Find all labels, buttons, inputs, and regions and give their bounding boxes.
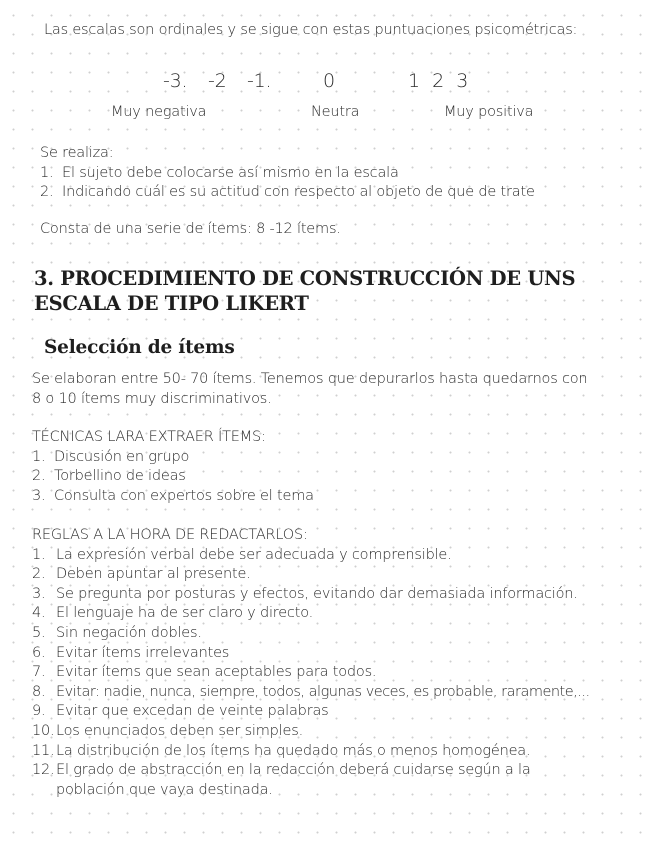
tecnicas-block	[32, 428, 314, 506]
scale-label-neutral: Neutra	[311, 104, 360, 120]
scale-value-zero: 0	[323, 70, 335, 92]
list-item: 2. Deben apuntar al presente.	[32, 566, 251, 583]
reglas-title: REGLAS A LA HORA DE REDACTARLOS:	[32, 527, 308, 543]
section-heading: 3. PROCEDIMIENTO DE CONSTRUCCIÓN DE UNS ESCALA DE TIPO LIKERT	[34, 267, 576, 315]
list-item: 10. Los enunciados deben ser simples.	[32, 722, 303, 739]
list-item: 6. Evitar ítems irrelevantes	[32, 644, 230, 661]
list-item: 9. Evitar que excedan de veinte palabras	[32, 703, 329, 720]
seleccion-line-2: 8 o 10 ítems muy discriminativos.	[32, 390, 272, 407]
tecnicas-title: TÉCNICAS LARA EXTRAER ÍTEMS:	[32, 429, 266, 445]
list-item: 1. Discusión en grupo	[32, 448, 190, 465]
list-item: 3. Consulta con expertos sobre el tema	[32, 487, 314, 504]
list-item: 8. Evitar: nadie, nunca, siempre, todos, algunas veces, es probable, raramente,...	[32, 683, 590, 700]
section-subheading: Selección de ítems	[44, 337, 235, 358]
list-item: 1. El sujeto debe colocarse así mismo en la escala	[40, 164, 399, 181]
scale-value-positive: 1 2 3	[408, 70, 472, 92]
list-item: 2. Indicando cuál es su actitud con respecto al objeto de que de trate	[40, 184, 535, 201]
scale-label-positive: Muy positiva	[444, 104, 534, 120]
scale-label-negative: Muy negativa	[111, 104, 207, 120]
list-item: 11. La distribución de los ítems ha quedado más o menos homogénea.	[32, 742, 531, 759]
list-item: 4. El lenguaje ha de ser claro y directo.	[32, 605, 314, 622]
list-item: 12. El grado de abstracción en la redacción deberá cuidarse según a la	[32, 762, 531, 779]
reglas-block	[32, 526, 590, 800]
seleccion-paragraph	[32, 370, 587, 409]
list-item: 2. Torbellino de ideas	[32, 468, 186, 485]
scale-value-neg1: -1.	[247, 70, 272, 92]
seleccion-line-1: Se elaboran entre 50- 70 ítems. Tenemos que depurarlos hasta quedarnos con	[32, 371, 588, 387]
list-item: 1. La expresión verbal debe ser adecuada y comprensible.	[32, 546, 452, 563]
list-item: 5. Sin negación dobles.	[32, 624, 202, 641]
scale-value-neg3: -3.	[163, 70, 188, 92]
list-item-continuation: población que vaya destinada.	[56, 781, 273, 798]
list-item: 7. Evitar ítems que sean aceptables para todos.	[32, 664, 377, 681]
list-item: 3. Se pregunta por posturas y efectos, evitando dar demasiada información.	[32, 585, 578, 602]
intro-text: Las escalas son ordinales y se sigue con estas puntuaciones psicométricas:	[44, 22, 578, 38]
consta-text: Consta de una serie de ítems: 8 -12 ítems.	[40, 221, 341, 237]
scale-value-neg2: -2	[208, 70, 227, 92]
se-realiza-title: Se realiza:	[40, 145, 114, 161]
se-realiza-block	[40, 144, 535, 203]
